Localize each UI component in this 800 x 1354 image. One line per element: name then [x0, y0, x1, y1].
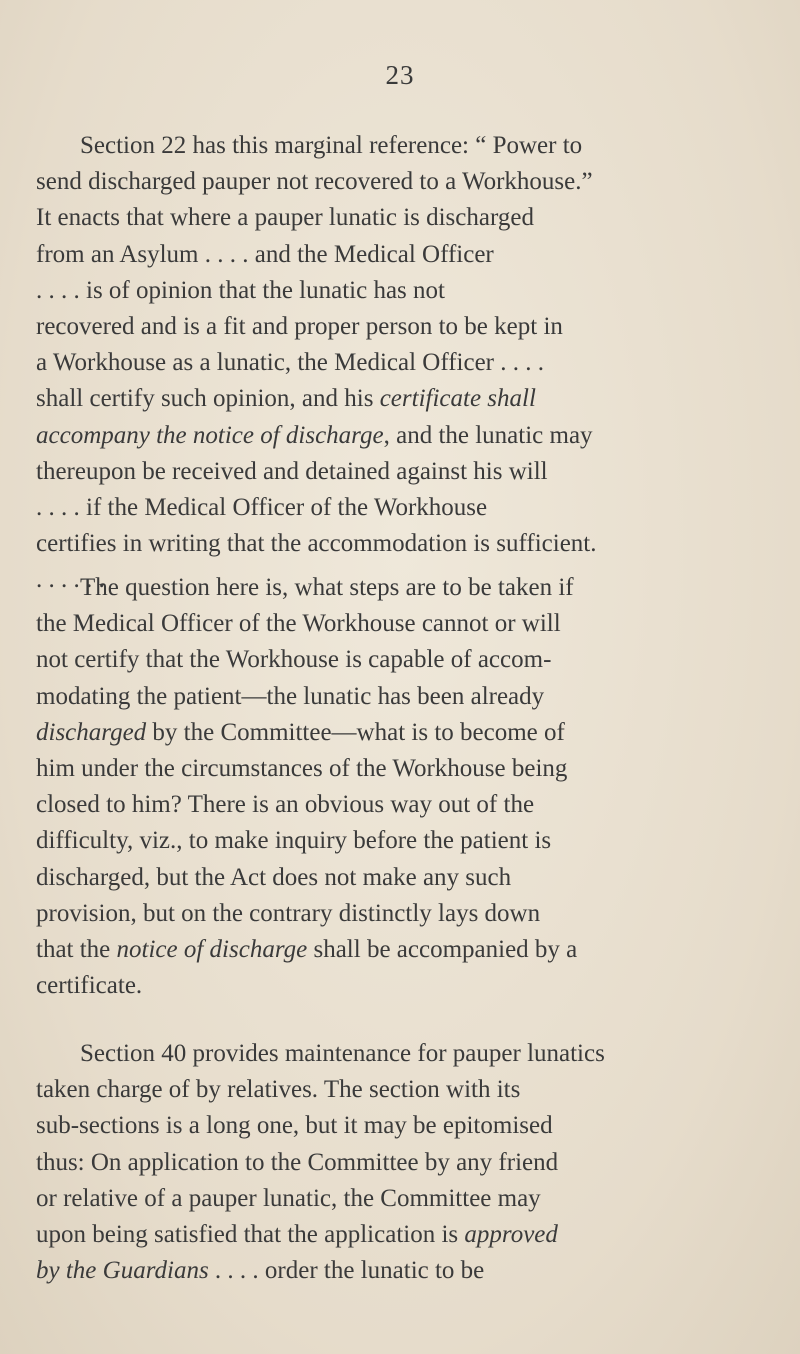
text-segment: provision, but on the contrary distinctly lays down	[36, 899, 541, 927]
italic-segment: by the Guardians	[36, 1257, 209, 1285]
italic-segment: certificate shall	[379, 385, 536, 413]
text-segment: certificate.	[36, 972, 143, 1000]
text-line	[36, 164, 772, 200]
text-segment: . . . . . .	[36, 566, 105, 594]
text-line	[36, 237, 772, 273]
text-line	[36, 1108, 772, 1144]
text-segment: from an Asylum . . . . and the Medical Officer	[36, 240, 494, 268]
italic-segment: approved	[464, 1221, 558, 1249]
text-segment: send discharged pauper not recovered to a Workhouse.”	[36, 168, 593, 196]
text-line	[36, 932, 772, 968]
text-segment: . . . . is of opinion that the lunatic has not	[36, 276, 445, 304]
text-segment: certifies in writing that the accommodation is sufficient.	[36, 530, 597, 558]
text-line	[36, 823, 772, 859]
text-segment: . . . . order the lunatic to be	[208, 1257, 485, 1285]
text-line	[36, 715, 772, 751]
text-segment: discharged, but the Act does not make any such	[36, 863, 512, 891]
text-segment: The question here is, what steps are to be taken if	[80, 574, 574, 601]
text-segment: closed to him? There is an obvious way out of the	[36, 791, 535, 819]
text-line	[36, 1253, 772, 1289]
text-line	[36, 679, 772, 715]
paragraph-section-22	[36, 128, 772, 599]
text-line	[36, 787, 772, 823]
text-segment: or relative of a pauper lunatic, the Committee may	[36, 1184, 541, 1212]
text-line	[36, 418, 772, 454]
text-line	[36, 1072, 772, 1108]
text-segment: , and the lunatic may	[383, 421, 593, 449]
text-line	[36, 128, 772, 164]
text-line	[36, 751, 772, 787]
text-line	[36, 1036, 772, 1072]
text-line	[36, 642, 772, 678]
page-number: 23	[385, 60, 415, 90]
italic-segment: notice of discharge	[116, 936, 308, 964]
text-line	[36, 968, 772, 1004]
text-segment: that the	[36, 936, 117, 964]
text-segment: sub-sections is a long one, but it may be epitomised	[36, 1112, 553, 1140]
text-segment: . . . . if the Medical Officer of the Workhouse	[36, 494, 488, 522]
text-segment: thus: On application to the Committee by any friend	[36, 1148, 559, 1176]
text-segment: upon being satisfied that the application is	[36, 1221, 465, 1249]
text-segment: him under the circumstances of the Workhouse being	[36, 755, 568, 783]
text-line	[36, 606, 772, 642]
text-segment: by the Committee—what is to become of	[146, 718, 565, 746]
paragraph-section-40	[36, 1036, 772, 1289]
text-segment: thereupon be received and detained against his will	[36, 457, 548, 485]
italic-segment: discharged	[36, 718, 147, 746]
text-segment: Section 40 provides maintenance for pauper lunatics	[80, 1040, 605, 1067]
text-segment: difficulty, viz., to make inquiry before the patient is	[36, 827, 552, 855]
text-segment: modating the patient—the lunatic has been already	[36, 682, 545, 710]
text-segment: shall certify such opinion, and his	[36, 385, 380, 413]
text-segment: shall be accompanied by a	[307, 936, 578, 964]
text-line	[36, 896, 772, 932]
text-segment: It enacts that where a pauper lunatic is discharged	[36, 204, 534, 232]
text-line	[36, 309, 772, 345]
text-line	[36, 381, 772, 417]
text-line	[36, 1181, 772, 1217]
text-line	[36, 1145, 772, 1181]
italic-segment: accompany the notice of discharge	[36, 421, 384, 449]
text-line	[36, 273, 772, 309]
text-line	[36, 200, 772, 236]
text-line	[36, 526, 772, 562]
text-segment: a Workhouse as a lunatic, the Medical Officer . . . .	[36, 349, 545, 377]
text-line	[36, 454, 772, 490]
paragraph-question	[36, 570, 772, 1004]
text-line	[36, 570, 772, 606]
text-segment: the Medical Officer of the Workhouse cannot or will	[36, 610, 561, 638]
text-segment: Section 22 has this marginal reference: “ Power to	[80, 132, 583, 159]
text-line	[36, 490, 772, 526]
text-segment: taken charge of by relatives. The section with its	[36, 1076, 521, 1104]
text-segment: not certify that the Workhouse is capable of accom-	[36, 646, 552, 674]
text-line	[36, 860, 772, 896]
text-segment: recovered and is a fit and proper person to be kept in	[36, 313, 563, 341]
text-line	[36, 1217, 772, 1253]
text-line	[36, 345, 772, 381]
